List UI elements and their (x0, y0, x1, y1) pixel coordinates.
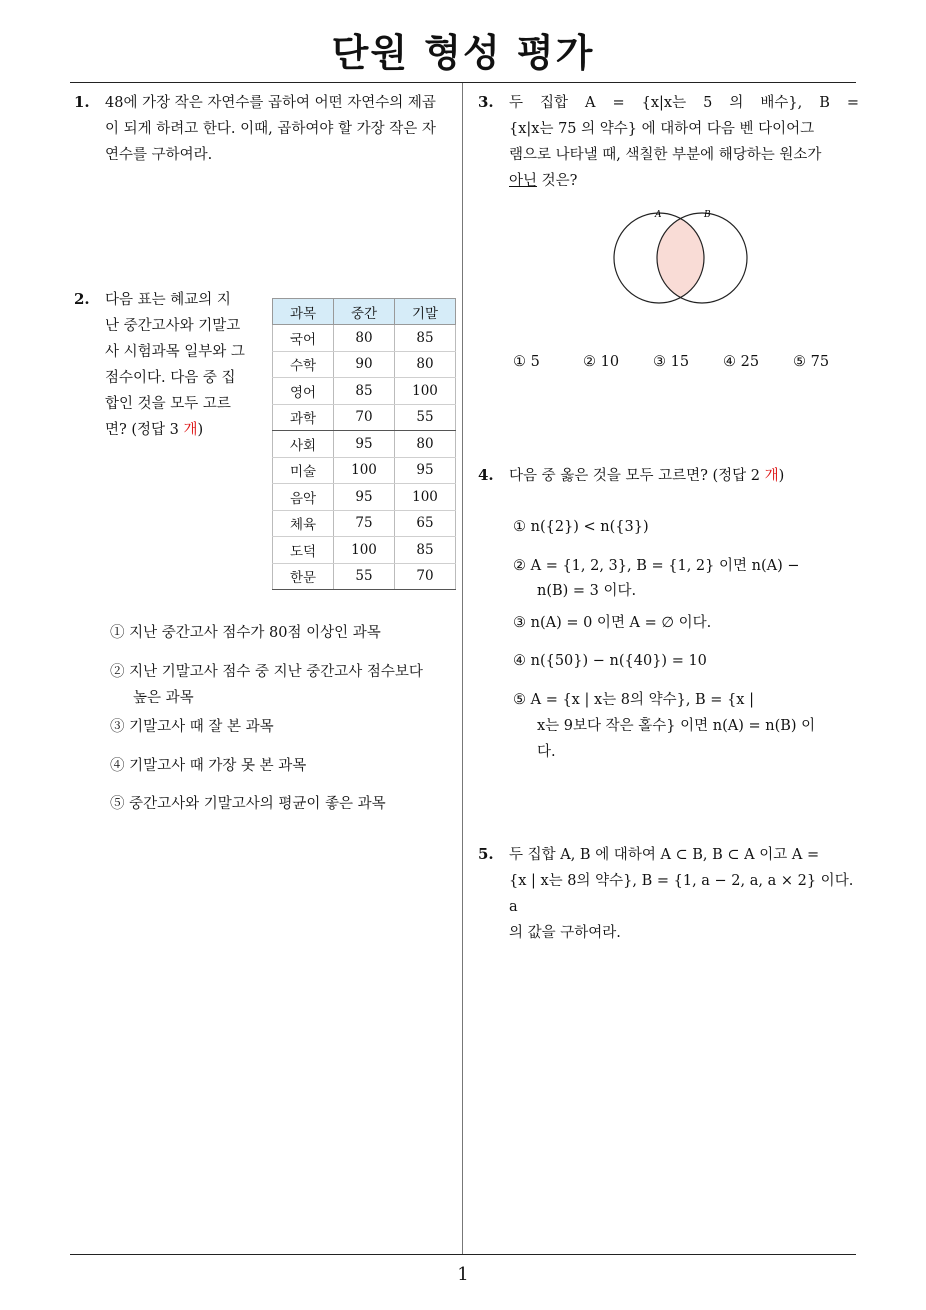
score-table (272, 298, 456, 590)
table-row (273, 325, 456, 352)
table-cell: 영어 (273, 378, 334, 405)
q2-option-2[interactable]: ② 지난 기말고사 점수 중 지난 중간고사 점수보다 (110, 664, 423, 680)
q2-option-2-cont: 높은 과목 (133, 690, 194, 706)
table-header-subject: 과목 (273, 299, 334, 325)
q4-option-5-cont2: 다. (537, 744, 556, 760)
q4-text: 다음 중 옳은 것을 모두 고르면? (정답 2 개) (509, 468, 785, 484)
table-cell: 80 (395, 351, 456, 378)
table-cell: 90 (334, 351, 395, 378)
table-cell: 80 (334, 325, 395, 352)
table-cell: 85 (395, 537, 456, 564)
q2-line-3: 사 시험과목 일부와 그 (105, 344, 245, 360)
table-row (273, 378, 456, 405)
q5-line-3: 의 값을 구하여라. (509, 925, 621, 941)
q2-option-5[interactable]: ⑤ 중간고사와 기말고사의 평균이 좋은 과목 (110, 796, 386, 812)
q3-line-1: 두 집합 A = {x|x는 5 의 배수}, B = (509, 95, 859, 111)
q5-number: 5. (478, 845, 494, 863)
q3-text (509, 90, 859, 194)
table-cell: 100 (334, 537, 395, 564)
table-row (273, 351, 456, 378)
q4-option-5-cont: x는 9보다 작은 홀수} 이면 n(A) = n(B) 이 (537, 718, 816, 734)
q1-text (105, 90, 457, 168)
q4-option-4[interactable]: ④ n({50}) − n({40}) = 10 (513, 653, 707, 669)
q1-number: 1. (74, 93, 90, 111)
q5-text (509, 842, 859, 946)
q2-line-1: 다음 표는 혜교의 지 (105, 292, 231, 308)
table-cell: 85 (395, 325, 456, 352)
table-row (273, 404, 456, 431)
table-cell: 75 (334, 510, 395, 537)
q4-option-2[interactable]: ② A = {1, 2, 3}, B = {1, 2} 이면 n(A) − (513, 558, 800, 574)
column-divider (462, 83, 463, 1254)
top-rule (70, 82, 856, 83)
q4-option-3[interactable]: ③ n(A) = 0 이면 A = ∅ 이다. (513, 615, 712, 631)
table-cell: 95 (334, 431, 395, 458)
table-cell: 85 (334, 378, 395, 405)
q3-line-4: 아닌 것은? (509, 173, 578, 189)
q2-option-1[interactable]: ① 지난 중간고사 점수가 80점 이상인 과목 (110, 625, 381, 641)
table-cell: 65 (395, 510, 456, 537)
q4-option-1[interactable]: ① n({2}) < n({3}) (513, 519, 649, 535)
page-title: 단원 형성 평가 (331, 31, 595, 75)
q5-line-1: 두 집합 A, B 에 대하여 A ⊂ B, B ⊂ A 이고 A = (509, 847, 820, 863)
table-cell: 100 (395, 484, 456, 511)
table-cell: 70 (395, 563, 456, 590)
q2-line-5: 합인 것을 모두 고르 (105, 396, 231, 412)
table-cell: 국어 (273, 325, 334, 352)
q4-option-2-cont: n(B) = 3 이다. (537, 583, 637, 599)
table-cell: 과학 (273, 404, 334, 431)
answer-count-highlight: 개 (764, 468, 779, 484)
page-number: 1 (457, 1264, 469, 1285)
q2-option-3[interactable]: ③ 기말고사 때 잘 본 과목 (110, 719, 274, 735)
table-header-final: 기말 (395, 299, 456, 325)
q3-option-3[interactable]: ③ 15 (653, 354, 690, 370)
q3-option-2[interactable]: ② 10 (583, 354, 620, 370)
q2-number: 2. (74, 290, 90, 308)
table-cell: 100 (395, 378, 456, 405)
q3-option-1[interactable]: ① 5 (513, 354, 540, 370)
q2-text (105, 287, 255, 443)
venn-diagram (605, 205, 765, 310)
q4-number: 4. (478, 466, 494, 484)
table-row (273, 484, 456, 511)
table-header-midterm: 중간 (334, 299, 395, 325)
table-row (273, 537, 456, 564)
q3-option-5[interactable]: ⑤ 75 (793, 354, 830, 370)
q3-option-4[interactable]: ④ 25 (723, 354, 760, 370)
q1-line-2: 이 되게 하려고 한다. 이때, 곱하여야 할 가장 작은 자 (105, 121, 436, 137)
bottom-rule (70, 1254, 856, 1255)
q3-line-2: {x|x는 75 의 약수} 에 대하여 다음 벤 다이어그 (509, 121, 815, 137)
q3-line-3: 램으로 나타낼 때, 색칠한 부분에 해당하는 원소가 (509, 147, 822, 163)
table-cell: 100 (334, 457, 395, 484)
not-emphasis: 아닌 (509, 173, 538, 189)
table-cell: 70 (334, 404, 395, 431)
table-cell: 95 (334, 484, 395, 511)
q1-line-3: 연수를 구하여라. (105, 147, 213, 163)
q3-number: 3. (478, 93, 494, 111)
table-cell: 95 (395, 457, 456, 484)
venn-label-b: B (704, 210, 711, 220)
table-cell: 체육 (273, 510, 334, 537)
table-cell: 55 (395, 404, 456, 431)
table-cell: 한문 (273, 563, 334, 590)
table-row (273, 510, 456, 537)
q4-option-5[interactable]: ⑤ A = {x | x는 8의 약수}, B = {x | (513, 692, 754, 708)
q2-line-2: 난 중간고사와 기말고 (105, 318, 241, 334)
table-cell: 미술 (273, 457, 334, 484)
q2-option-4[interactable]: ④ 기말고사 때 가장 못 본 과목 (110, 758, 307, 774)
table-cell: 음악 (273, 484, 334, 511)
table-row (273, 431, 456, 458)
table-cell: 수학 (273, 351, 334, 378)
table-row (273, 457, 456, 484)
q1-line-1: 48에 가장 작은 자연수를 곱하여 어떤 자연수의 제곱 (105, 95, 436, 111)
table-cell: 55 (334, 563, 395, 590)
table-cell: 도덕 (273, 537, 334, 564)
table-header-row (273, 299, 456, 325)
venn-label-a: A (655, 210, 662, 220)
table-cell: 사회 (273, 431, 334, 458)
answer-count-highlight: 개 (183, 422, 198, 438)
table-cell: 80 (395, 431, 456, 458)
q2-line-6: 면? (정답 3 개) (105, 422, 204, 438)
q5-line-2: {x | x는 8의 약수}, B = {1, a − 2, a, a × 2} 이다. a (509, 873, 854, 915)
q2-line-4: 점수이다. 다음 중 집 (105, 370, 236, 386)
table-row (273, 563, 456, 590)
